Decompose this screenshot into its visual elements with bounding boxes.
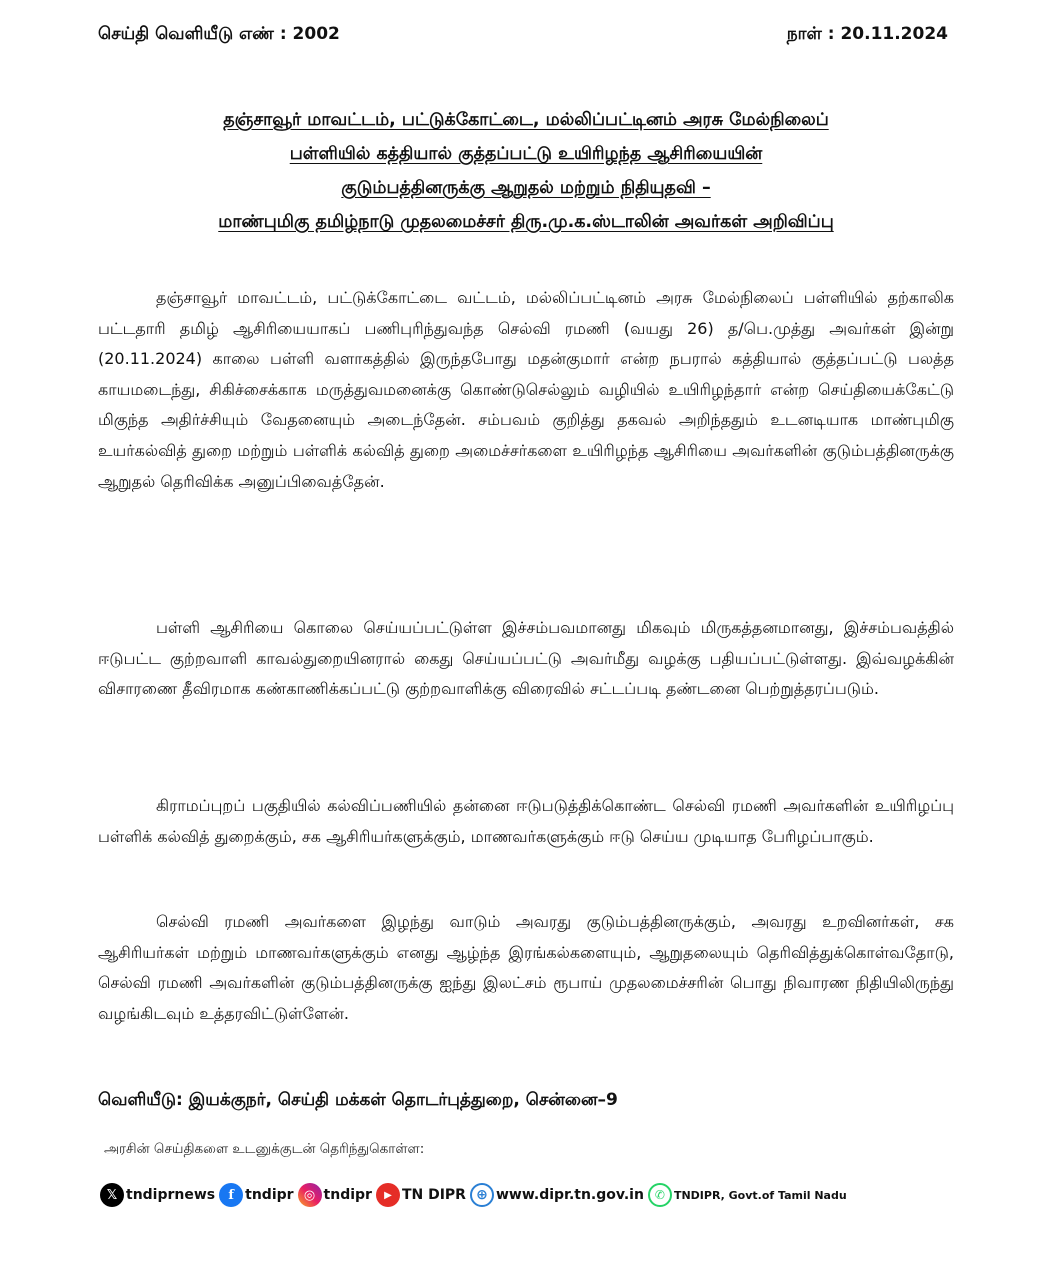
body-paragraph-1 — [98, 283, 954, 497]
body-paragraph-2 — [98, 613, 954, 705]
whatsapp-icon: ✆ — [648, 1183, 672, 1207]
header-row — [98, 22, 948, 48]
release-by: வெளியீடு: இயக்குநர், செய்தி மக்கள் தொடர்புத்துறை, சென்னை–9 — [98, 1090, 618, 1110]
title-line-1: தஞ்சாவூர் மாவட்டம், பட்டுக்கோட்டை, மல்லிப்பட்டினம் அரசு மேல்நிலைப் — [223, 110, 829, 130]
social-link-website[interactable] — [470, 1183, 644, 1207]
paragraph-text: செல்வி ரமணி அவர்களை இழந்து வாடும் அவரது குடும்பத்தினருக்கும், அவரது உறவினர்கள், சக ஆசிரியர்கள் மற்றும் மாணவர்களுக்கும் எனது ஆழ்ந்த இரங்கல்களையும், ஆறுதலையும் தெரிவித்துக்கொள்வதோடு, செல்வி ரமணி அவர்களின் குடும்பத்தினருக்கு ஐந்து இலட்சம் ரூபாய் முதலமைச்சரின் பொது நிவாரண நிதியிலிருந்து வழங்கிடவும் உத்தரவிட்டுள்ளேன். — [98, 912, 955, 1023]
title-line-3: குடும்பத்தினருக்கு ஆறுதல் மற்றும் நிதியுதவி – — [341, 178, 711, 198]
social-handle: TN DIPR — [401, 1187, 466, 1203]
social-link-youtube[interactable] — [376, 1183, 466, 1207]
social-link-x[interactable] — [100, 1183, 215, 1207]
social-link-whatsapp[interactable] — [648, 1183, 847, 1207]
social-link-instagram[interactable] — [298, 1183, 372, 1207]
paragraph-text: தஞ்சாவூர் மாவட்டம், பட்டுக்கோட்டை வட்டம், மல்லிப்பட்டினம் அரசு மேல்நிலைப் பள்ளியில் தற்காலிக பட்டதாரி தமிழ் ஆசிரியையாகப் பணிபுரிந்துவந்த செல்வி ரமணி (வயது 26) த/பெ.முத்து அவர்கள் இன்று (20.11.2024) காலை பள்ளி வளாகத்தில் இருந்தபோது மதன்குமார் என்ற நபரால் கத்தியால் குத்தப்பட்டு பலத்த காயமடைந்து, சிகிச்சைக்காக மருத்துவமனைக்கு கொண்டுசெல்லும் வழியில் உயிரிழந்தார் என்ற செய்தியைக்கேட்டு மிகுந்த அதிர்ச்சியும் வேதனையும் அடைந்தேன். சம்பவம் குறித்து தகவல் அறிந்ததும் உடனடியாக மாண்புமிகு உயர்கல்வித் துறை மற்றும் பள்ளிக் கல்வித் துறை அமைச்சர்களை உயிரிழந்த ஆசிரியை அவர்களின் குடும்பத்தினருக்கு ஆறுதல் தெரிவிக்க அனுப்பிவைத்தேன். — [98, 288, 955, 491]
globe-icon: ⊕ — [470, 1183, 494, 1207]
title-line-2: பள்ளியில் கத்தியால் குத்தப்பட்டு உயிரிழந்த ஆசிரியையின் — [289, 144, 763, 164]
release-date: நாள் : 20.11.2024 — [786, 24, 948, 44]
paragraph-text: பள்ளி ஆசிரியை கொலை செய்யப்பட்டுள்ள இச்சம்பவமானது மிகவும் மிருகத்தனமானது, இச்சம்பவத்தில் ஈடுபட்ட குற்றவாளி காவல்துறையினரால் கைது செய்யப்பட்டு அவர்மீது வழக்கு பதியப்பட்டுள்ளது. இவ்வழக்கின் விசாரணை தீவிரமாக கண்காணிக்கப்பட்டு குற்றவாளிக்கு விரைவில் சட்டப்படி தண்டனை பெற்றுத்தரப்படும். — [98, 618, 954, 699]
social-handle: TNDIPR, Govt.of Tamil Nadu — [673, 1188, 847, 1202]
body-paragraph-3 — [98, 791, 954, 852]
youtube-icon: ▶ — [376, 1183, 400, 1207]
social-handle: tndipr — [323, 1187, 372, 1203]
social-handle: tndipr — [245, 1187, 294, 1203]
x-icon: 𝕏 — [100, 1183, 124, 1207]
social-handle: www.dipr.tn.gov.in — [495, 1187, 644, 1203]
social-link-facebook[interactable] — [219, 1183, 293, 1207]
release-number: செய்தி வெளியீடு எண் : 2002 — [98, 24, 340, 44]
title-line-4: மாண்புமிகு தமிழ்நாடு முதலமைச்சர் திரு.மு.க.ஸ்டாலின் அவர்கள் அறிவிப்பு — [218, 212, 834, 232]
instagram-icon: ◎ — [298, 1183, 322, 1207]
paragraph-text: கிராமப்புறப் பகுதியில் கல்விப்பணியில் தன்னை ஈடுபடுத்திக்கொண்ட செல்வி ரமணி அவர்களின் உயிரிழப்பு பள்ளிக் கல்வித் துறைக்கும், சக ஆசிரியர்களுக்கும், மாணவர்களுக்கும் ஈடு செய்ய முடியாத பேரிழப்பாகும். — [98, 796, 954, 846]
press-release-title — [96, 103, 956, 239]
body-paragraph-4 — [98, 907, 954, 1029]
social-handle: tndiprnews — [126, 1187, 216, 1203]
facebook-icon: f — [219, 1183, 243, 1207]
follow-note: அரசின் செய்திகளை உடனுக்குடன் தெரிந்துகொள்ள: — [104, 1141, 425, 1157]
social-links-bar — [100, 1180, 851, 1210]
